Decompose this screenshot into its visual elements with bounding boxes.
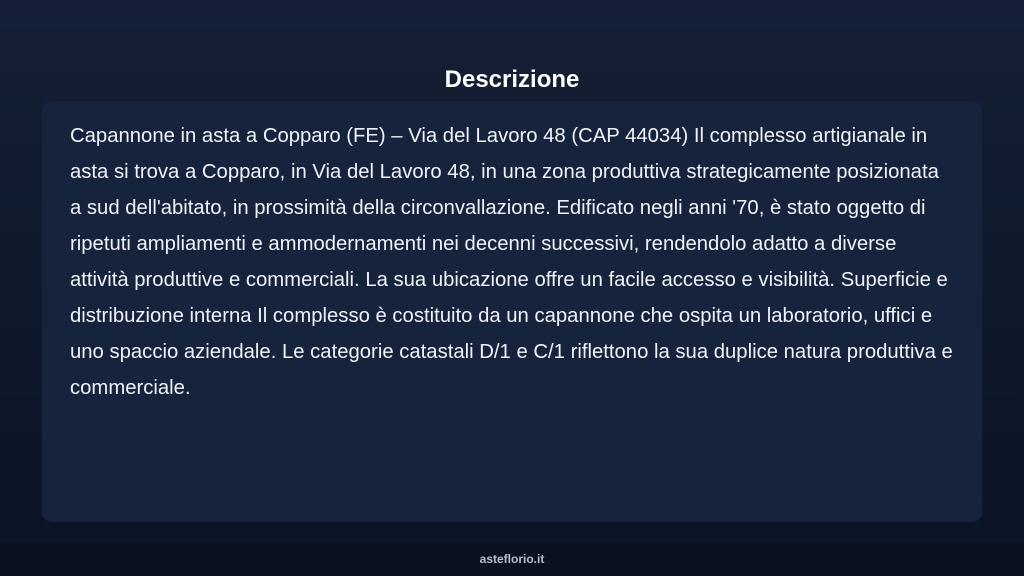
section-title: Descrizione (444, 66, 580, 94)
footer-bar (0, 543, 1024, 576)
description-text: Capannone in asta a Copparo (FE) – Via del Lavoro 48 (CAP 44034) Il complesso artigianale in asta si trova a Copparo, in Via del Lavoro 48, in una zona produttiva strategicamente posizionata a sud dell'abitato, in prossimità della circonvallazione. Edificato negli anni '70, è stato oggetto di ripetuti ampliamenti e ammodernamenti nei decenni successivi, rendendolo adatto a diverse attività produttive e commerciali. La sua ubicazione offre un facile accesso e visibilità. Superficie e distribuzione interna Il complesso è costituito da un capannone che ospita un laboratorio, uffici e uno spaccio aziendale. Le categorie catastali D/1 e C/1 riflettono la sua duplice natura produttiva e commerciale. (70, 125, 953, 399)
footer-site-label: asteflorio.it (479, 552, 545, 566)
description-card (42, 101, 982, 522)
